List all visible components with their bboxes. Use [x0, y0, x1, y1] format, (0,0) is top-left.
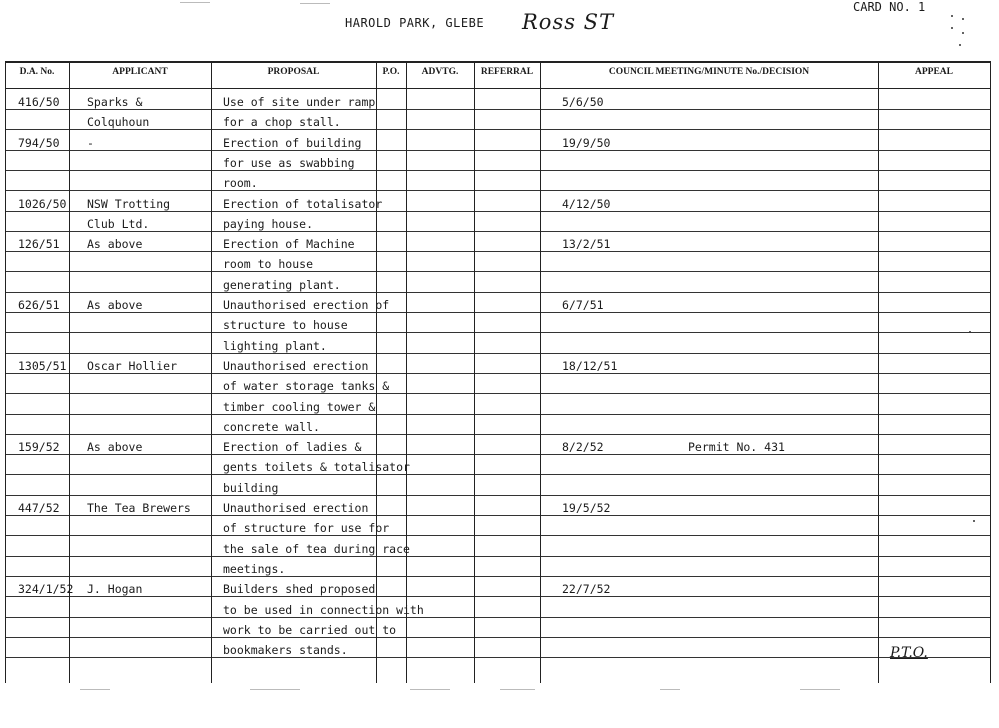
decision-date: 5/6/50: [562, 95, 604, 109]
applicant-line: As above: [87, 440, 143, 454]
table-edge: [5, 61, 6, 683]
ruled-line: [5, 231, 990, 232]
header-bottom-border: [5, 88, 990, 89]
scan-mark: [300, 3, 330, 4]
column-header: APPEAL: [915, 67, 953, 77]
da-number: 447/52: [18, 501, 60, 515]
da-number: 626/51: [18, 298, 60, 312]
proposal-line: paying house.: [223, 217, 314, 231]
proposal-line: for a chop stall.: [223, 115, 341, 129]
decision-date: 19/5/52: [562, 501, 611, 515]
scan-mark: [410, 689, 450, 690]
applicant-line: As above: [87, 237, 143, 251]
ruled-line: [5, 617, 990, 618]
decision-date: 18/12/51: [562, 359, 618, 373]
da-number: 324/1/52: [18, 582, 74, 596]
proposal-line: Unauthorised erection of: [223, 298, 390, 312]
scan-mark: [80, 689, 110, 690]
ruled-line: [5, 292, 990, 293]
column-divider: [878, 61, 879, 683]
ruled-line: [5, 211, 990, 212]
proposal-line: Unauthorised erection: [223, 501, 369, 515]
ruled-line: [5, 515, 990, 516]
proposal-line: Erection of totalisator: [223, 197, 383, 211]
da-number: 126/51: [18, 237, 60, 251]
applicant-line: -: [87, 136, 94, 150]
da-number: 416/50: [18, 95, 60, 109]
applicant-line: Oscar Hollier: [87, 359, 178, 373]
proposal-line: Unauthorised erection: [223, 359, 369, 373]
applicant-line: Club Ltd.: [87, 217, 150, 231]
ruled-line: [5, 414, 990, 415]
decision-date: 4/12/50: [562, 197, 611, 211]
table-edge: [990, 61, 991, 683]
ruled-line: [5, 109, 990, 110]
proposal-line: Erection of ladies &: [223, 440, 362, 454]
scan-mark: [500, 689, 535, 690]
column-header: COUNCIL MEETING/MINUTE No./DECISION: [608, 67, 810, 77]
decision-date: 19/9/50: [562, 136, 611, 150]
decision-date: 13/2/51: [562, 237, 611, 251]
applicant-line: NSW Trotting: [87, 197, 171, 211]
ruled-line: [5, 170, 990, 171]
scan-mark: [250, 689, 300, 690]
ruled-line: [5, 576, 990, 577]
pto-note: P.T.O.: [890, 645, 928, 661]
proposal-line: meetings.: [223, 562, 286, 576]
ruled-line: [5, 556, 990, 557]
mark-dot: [951, 15, 953, 17]
applicant-line: As above: [87, 298, 143, 312]
proposal-line: for use as swabbing: [223, 156, 355, 170]
proposal-line: of water storage tanks &: [223, 379, 390, 393]
scan-mark: [800, 689, 840, 690]
column-divider: [406, 61, 407, 683]
ruled-line: [5, 434, 990, 435]
ruled-line: [5, 312, 990, 313]
column-header: PROPOSAL: [267, 67, 320, 77]
proposal-line: Erection of Machine: [223, 237, 355, 251]
scan-mark: [180, 2, 210, 3]
proposal-line: the sale of tea during race: [223, 542, 410, 556]
ruled-line: [5, 454, 990, 455]
ruled-line: [5, 474, 990, 475]
decision-date: 22/7/52: [562, 582, 611, 596]
column-header: D.A. No.: [19, 67, 55, 77]
ruled-line: [5, 150, 990, 151]
column-header: APPLICANT: [112, 67, 168, 77]
proposal-line: to be used in connection with: [223, 603, 424, 617]
ruled-line: [5, 251, 990, 252]
da-number: 794/50: [18, 136, 60, 150]
proposal-line: room.: [223, 176, 258, 190]
ruled-line: [5, 373, 990, 374]
column-header: P.O.: [382, 67, 400, 77]
column-divider: [474, 61, 475, 683]
card-number: CARD NO. 1: [853, 0, 926, 14]
mark-dot: [951, 27, 953, 29]
column-divider: [376, 61, 377, 683]
proposal-line: room to house: [223, 257, 314, 271]
proposal-line: gents toilets & totalisator: [223, 460, 410, 474]
decision-date: 6/7/51: [562, 298, 604, 312]
applicant-line: The Tea Brewers: [87, 501, 191, 515]
ruled-line: [5, 495, 990, 496]
mark-dot: [973, 520, 975, 522]
proposal-line: Use of site under ramp: [223, 95, 376, 109]
ruled-line: [5, 271, 990, 272]
applicant-line: J. Hogan: [87, 582, 143, 596]
proposal-line: work to be carried out to: [223, 623, 397, 637]
ruled-line: [5, 353, 990, 354]
proposal-line: Builders shed proposed: [223, 582, 376, 596]
ruled-line: [5, 332, 990, 333]
da-number: 159/52: [18, 440, 60, 454]
ruled-line: [5, 129, 990, 130]
proposal-line: timber cooling tower &: [223, 400, 376, 414]
mark-dot: [962, 32, 964, 34]
da-number: 1305/51: [18, 359, 67, 373]
proposal-line: concrete wall.: [223, 420, 320, 434]
proposal-line: Erection of building: [223, 136, 362, 150]
proposal-line: lighting plant.: [223, 339, 327, 353]
applicant-line: Colquhoun: [87, 115, 150, 129]
ruled-line: [5, 393, 990, 394]
ruled-line: [5, 637, 990, 638]
permit-note: Permit No. 431: [688, 440, 785, 454]
scan-mark: [660, 689, 680, 690]
column-divider: [540, 61, 541, 683]
table-top-border: [5, 61, 990, 63]
proposal-line: of structure for use for: [223, 521, 390, 535]
ruled-line: [5, 535, 990, 536]
handwritten-street-name: Ross ST: [522, 10, 615, 34]
column-header: ADVTG.: [421, 67, 459, 77]
da-number: 1026/50: [18, 197, 67, 211]
proposal-line: generating plant.: [223, 278, 341, 292]
ruled-line: [5, 657, 990, 658]
page-title: HAROLD PARK, GLEBE: [345, 16, 485, 30]
applicant-line: Sparks &: [87, 95, 143, 109]
mark-dot: [959, 44, 961, 46]
ruled-line: [5, 596, 990, 597]
ruled-line: [5, 190, 990, 191]
proposal-line: bookmakers stands.: [223, 643, 348, 657]
column-divider: [211, 61, 212, 683]
mark-dot: [962, 18, 964, 20]
decision-date: 8/2/52: [562, 440, 604, 454]
proposal-line: structure to house: [223, 318, 348, 332]
column-header: REFERRAL: [480, 67, 534, 77]
proposal-line: building: [223, 481, 279, 495]
